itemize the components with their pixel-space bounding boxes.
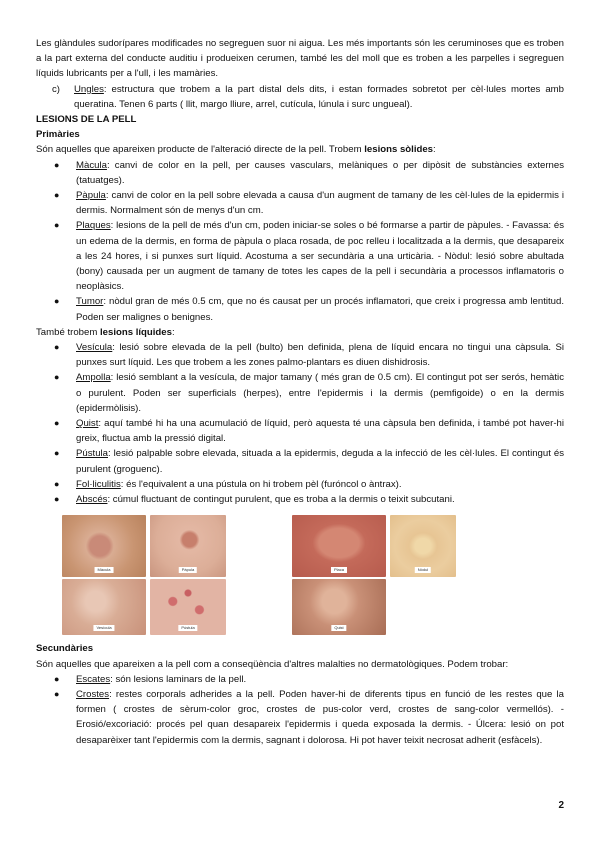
lesion-photo-grid xyxy=(36,515,564,641)
term: Abscés xyxy=(76,494,108,506)
subsection-heading-secundaries: Secundàries xyxy=(36,643,94,655)
photo-caption: Vesícula xyxy=(93,625,114,631)
papula-photo xyxy=(150,515,226,577)
document-page xyxy=(36,36,564,748)
liquid-intro xyxy=(36,325,564,340)
definition: : lesions de la pell de més d'un cm, poden iniciar-se soles o bé formarse a partir de pàpules. - Favassa: és un edema de la dermis, en forma de pàpula o placa rosada, de poc relleu i localitzada a la dermis, que desapareix a les 24 hores, i si punxes surt líquid. Acostuma a ser secundària a una urticària. - Nòdul: lesió sobre abultada (bony) causada per un augment de tamany de totes les capes de la pell i secundària a processos inflamatoris o neoplàsics. xyxy=(76,220,564,293)
list-item xyxy=(36,158,564,188)
photo-caption: Nòdul xyxy=(415,567,431,573)
list-item xyxy=(36,477,564,492)
term: Vesícula xyxy=(76,342,113,354)
term: Fol·liculitis xyxy=(76,478,121,490)
definition: : restes corporals adherides a la pell. Poden haver-hi de diferents tipus en funció de les restes que la formen ( crostes de sèrum-color groc, crostes de pus-color verd, crostes de sang-color vermellós). - Erosió/excoriació: procés pel quan desapareix l'epidermis i queda exposada la dermis. - Úlcera: lesió on pot desaparèixer tant l'epidermis com la dermis, sagnant i dolorosa. Hi pot haver teixit necrosat adherit (esfàcels). xyxy=(76,688,564,746)
bullet-icon: ● xyxy=(54,418,60,429)
intro-text: També trobem xyxy=(36,326,100,338)
bullet-icon: ● xyxy=(54,372,60,383)
definition: : canvi de color en la pell, per causes vasculars, melàniques o per dipòsit de substàncies externes (tatuatges). xyxy=(76,159,564,186)
definition: : nòdul gran de més 0.5 cm, que no és causat per un procés inflamatori, que creix i progressa amb lentitud. Poden ser malignes o benignes. xyxy=(76,296,564,323)
list-text xyxy=(74,82,564,112)
definition: : aquí també hi ha una acumulació de líquid, però aquesta té una càpsula ben definida, i també pot haver-hi greix, fluctua amb la pressió digital. xyxy=(76,418,564,445)
section-heading: LESIONS DE LA PELL xyxy=(36,114,137,126)
term: Quist xyxy=(76,418,99,430)
bullet-icon: ● xyxy=(54,688,60,699)
bullet-icon: ● xyxy=(54,220,60,231)
bullet-icon: ● xyxy=(54,673,60,684)
photo-caption: Quist xyxy=(331,625,346,631)
photo-caption: Pàpula xyxy=(179,567,197,573)
subsection-heading-primaries: Primàries xyxy=(36,129,80,141)
term: Tumor xyxy=(76,296,104,308)
macula-photo xyxy=(62,515,146,577)
intro-bold: lesions líquides xyxy=(99,326,172,338)
bullet-icon: ● xyxy=(54,296,60,307)
liquid-lesions-list xyxy=(36,340,564,507)
bullet-icon: ● xyxy=(54,494,60,505)
bullet-icon: ● xyxy=(54,190,60,201)
placa-photo xyxy=(292,515,386,577)
term: Escates xyxy=(76,673,111,685)
secundaries-intro: Són aquelles que apareixen a la pell com a conseqüència d'altres malalties no dermatològiques. Podem trobar: xyxy=(36,658,509,670)
definition: : lesió palpable sobre elevada, situada a la epidermis, deguda a la infecció de les cèl·lules. El contingut és purulent (groguenc). xyxy=(76,448,564,475)
list-item xyxy=(36,672,564,687)
list-item xyxy=(36,446,564,476)
definition: : cúmul fluctuant de contingut purulent, que es troba a la dermis o teixit subcutani. xyxy=(107,494,455,506)
list-item-ungles xyxy=(52,82,564,112)
term: Ampolla xyxy=(76,372,111,384)
intro-colon: : xyxy=(171,326,175,338)
intro-bold: lesions sòlides xyxy=(364,144,434,156)
intro-text: Són aquelles que apareixen producte de l'alteració directe de la pell. Trobem xyxy=(36,144,365,156)
primaries-intro xyxy=(36,142,564,157)
term: Plaques xyxy=(76,220,111,232)
page-number: 2 xyxy=(558,800,564,811)
list-item xyxy=(36,218,564,294)
term: Màcula xyxy=(76,159,107,171)
definition: : lesió semblant a la vesícula, de major tamany ( més gran de 0.5 cm). El contingut pot ser serós, hemàtic o purulent. Poden ser superficials (herpes), entre l'epidermis i la dermis (pemfigoide) o en la dermis (epidermòlisis). xyxy=(76,372,564,414)
bullet-icon: ● xyxy=(54,448,60,459)
list-item xyxy=(36,188,564,218)
photo-caption: Placa xyxy=(331,567,347,573)
term: Pàpula xyxy=(76,190,106,202)
vesicula-photo xyxy=(62,579,146,635)
definition: : són lesions laminars de la pell. xyxy=(110,673,247,685)
list-item xyxy=(36,687,564,748)
pustula-photo xyxy=(150,579,226,635)
definition: : lesió sobre elevada de la pell (bulto) ben definida, plena de líquid encara no tingui una càpsula. Si punxes surt líquid. Les que trobem a les zones palmo-plantars es diuen dishidrosis. xyxy=(76,342,564,369)
secondary-lesions-list xyxy=(36,672,564,748)
bullet-icon: ● xyxy=(54,478,60,489)
intro-colon: : xyxy=(433,144,436,156)
term: Ungles xyxy=(74,83,104,95)
definition: : estructura que trobem a la part distal dels dits, i estan formades sobretot per cèl·lules mortes amb queratina. Tenen 6 parts ( llit, margo lliure, arrel, cutícula, lúnula i surc ungueal). xyxy=(74,83,564,110)
list-item xyxy=(36,340,564,370)
list-item xyxy=(36,492,564,507)
definition: : és l'equivalent a una pústula on hi trobem pèl (furóncol o àntrax). xyxy=(120,478,402,490)
nodul-photo xyxy=(390,515,456,577)
solid-lesions-list xyxy=(36,158,564,325)
quist-photo xyxy=(292,579,386,635)
term: Crostes xyxy=(76,688,110,700)
term: Pústula xyxy=(76,448,108,460)
list-label: c) xyxy=(52,83,60,95)
definition: : canvi de color en la pell sobre elevada a causa d'un augment de tamany de les cèl·lules de la epidermis i dermis. Normalment són de menys d'un cm. xyxy=(76,190,564,217)
list-item xyxy=(36,416,564,446)
intro-paragraph: Les glàndules sudorípares modificades no segreguen suor ni aigua. Les més importants són les ceruminoses que es troben a la part externa del conducte auditiu i produeixen cerumen, també les del moll que es troben a les parpelles i segreguen líquids lubricants per a l'ull, i les mamàries. xyxy=(36,38,564,80)
photo-caption: Pústula xyxy=(178,625,197,631)
photo-caption: Màcula xyxy=(95,567,114,573)
list-item xyxy=(36,370,564,416)
list-item xyxy=(36,294,564,324)
bullet-icon: ● xyxy=(54,342,60,353)
bullet-icon: ● xyxy=(54,159,60,170)
